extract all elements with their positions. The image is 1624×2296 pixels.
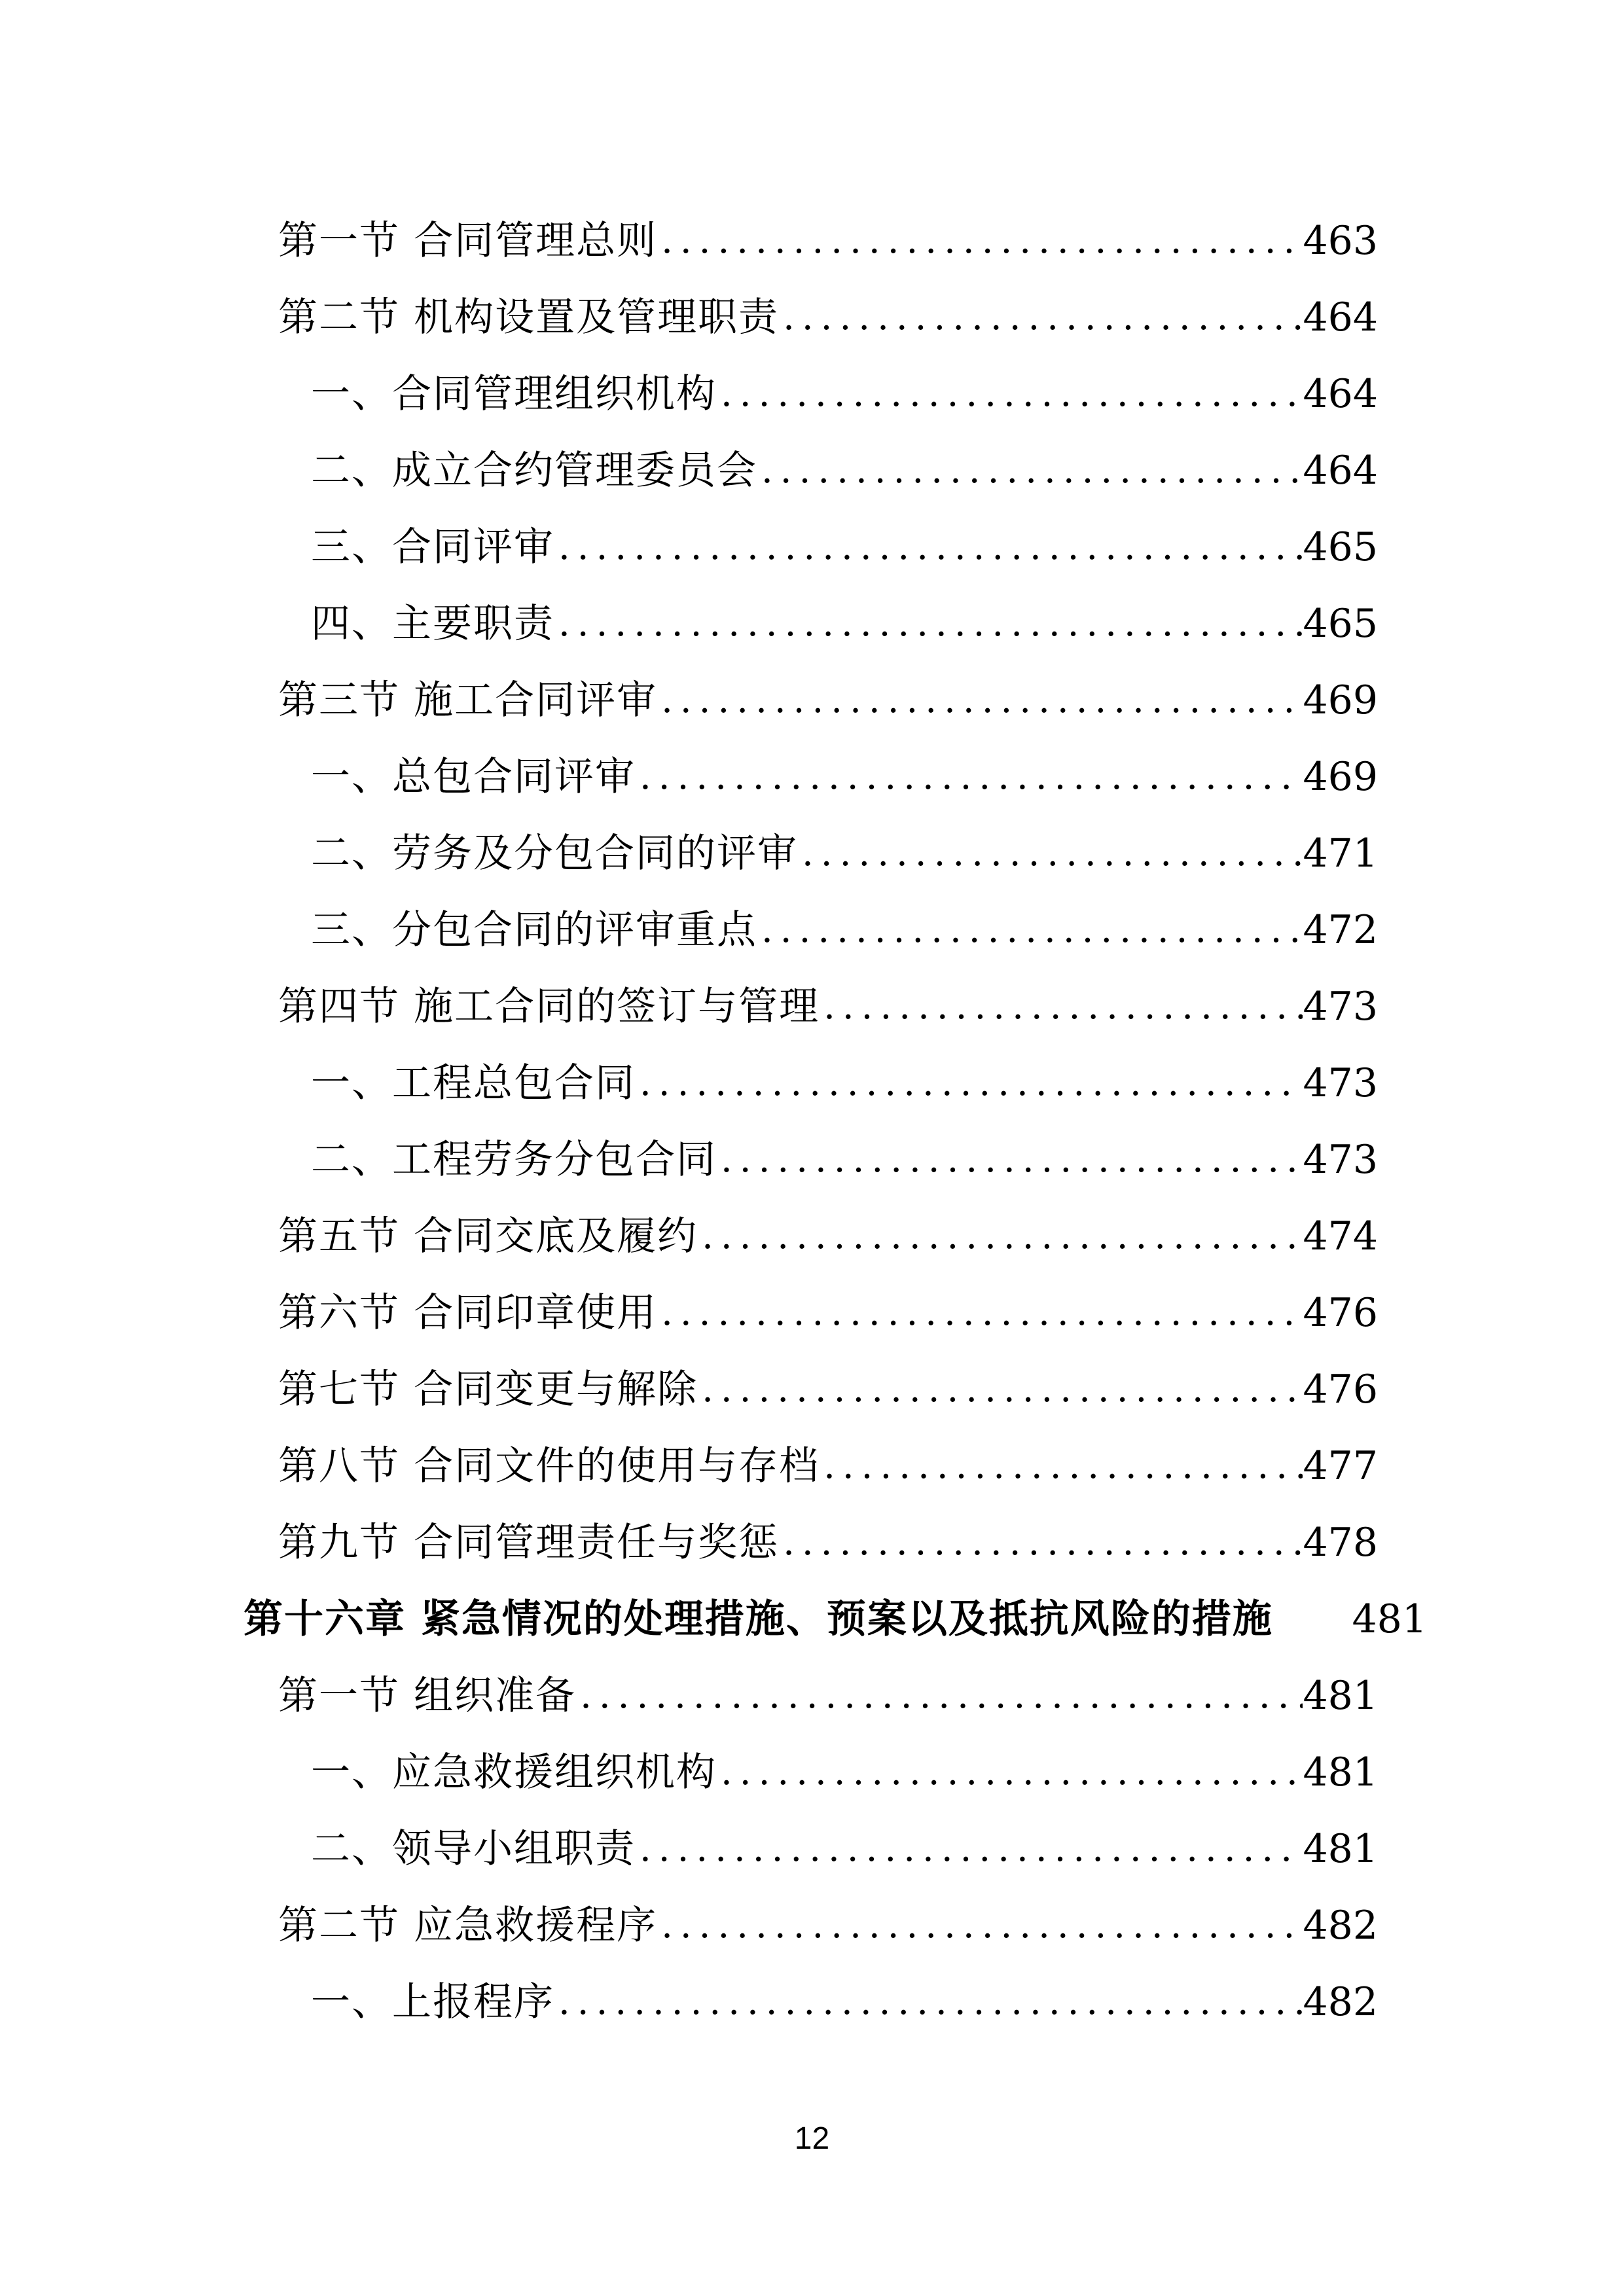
toc-entry-page: 482: [1303, 1979, 1378, 2025]
toc-entry[interactable]: [278, 1274, 1378, 1351]
toc-entry-page: 472: [1303, 906, 1378, 953]
toc-entry[interactable]: [278, 662, 1378, 738]
toc-dot-leader: [717, 1141, 1303, 1178]
toc-entry-page: 481: [1303, 1749, 1378, 1795]
toc-dot-leader: [757, 912, 1303, 948]
toc-dot-leader: [554, 529, 1303, 565]
toc-chapter-label: 第十六章 紧急情况的处理措施、预案以及抵抗风险的措施: [244, 1596, 1273, 1642]
toc-entry-page: 469: [1303, 677, 1378, 723]
toc-entry-label: 第七节 合同变更与解除: [278, 1366, 698, 1412]
toc-dot-leader: [798, 835, 1303, 872]
toc-entry-page: 465: [1303, 600, 1378, 647]
toc-entry[interactable]: [311, 1734, 1378, 1810]
toc-entry[interactable]: [278, 1504, 1378, 1581]
toc-entry-label: 一、应急救援组织机构: [311, 1749, 717, 1795]
toc-entry-page: 464: [1303, 294, 1378, 340]
toc-entry-label: 四、主要职责: [311, 600, 554, 647]
toc-entry[interactable]: [278, 1427, 1378, 1504]
toc-entry-page: 476: [1303, 1366, 1378, 1412]
toc-dot-leader: [554, 1984, 1303, 2020]
toc-entry-label: 第二节 应急救援程序: [278, 1902, 658, 1948]
toc-dot-leader: [657, 1295, 1303, 1331]
toc-entry[interactable]: [311, 815, 1378, 891]
toc-entry[interactable]: [311, 585, 1378, 662]
toc-dot-leader: [657, 682, 1303, 719]
toc-entry-label: 第六节 合同印章使用: [278, 1289, 658, 1336]
toc-entry-label: 二、成立合约管理委员会: [311, 447, 757, 493]
toc-entry-label: 第三节 施工合同评审: [278, 677, 658, 723]
toc-entry[interactable]: [311, 1810, 1378, 1887]
toc-entry[interactable]: [311, 891, 1378, 968]
toc-dot-leader: [657, 223, 1303, 259]
toc-entry-page: 481: [1303, 1825, 1378, 1872]
toc-entry-page: 478: [1303, 1519, 1378, 1566]
toc-dot-leader: [820, 988, 1303, 1025]
toc-chapter-page: 481: [1352, 1596, 1427, 1642]
toc-entry[interactable]: [311, 1121, 1378, 1198]
toc-entry[interactable]: [278, 1887, 1378, 1964]
page-number: 12: [794, 2121, 830, 2156]
toc-dot-leader: [576, 1677, 1303, 1714]
toc-dot-leader: [636, 1065, 1303, 1102]
toc-entry[interactable]: [278, 202, 1378, 279]
toc-entry[interactable]: [278, 1657, 1378, 1734]
toc-entry[interactable]: [311, 1964, 1378, 2040]
toc-entry-label: 第二节 机构设置及管理职责: [278, 294, 780, 340]
toc-dot-leader: [820, 1448, 1303, 1484]
toc-entry-label: 一、上报程序: [311, 1979, 554, 2025]
toc-entry-label: 三、分包合同的评审重点: [311, 906, 757, 953]
toc-entry-page: 464: [1303, 447, 1378, 493]
toc-entry-label: 第四节 施工合同的签订与管理: [278, 983, 820, 1030]
toc-entry-page: 471: [1303, 830, 1378, 876]
toc-entry-label: 一、总包合同评审: [311, 753, 636, 800]
toc-entry[interactable]: [278, 968, 1378, 1045]
toc-entry-page: 473: [1303, 1136, 1378, 1183]
toc-entry-label: 第五节 合同交底及履约: [278, 1213, 698, 1259]
toc-entry[interactable]: [278, 1198, 1378, 1274]
toc-dot-leader: [757, 452, 1303, 489]
toc-entry[interactable]: [278, 1351, 1378, 1427]
toc-entry-label: 二、劳务及分包合同的评审: [311, 830, 798, 876]
toc-dot-leader: [698, 1218, 1303, 1255]
toc-entry-page: 473: [1303, 983, 1378, 1030]
toc-entry-page: 476: [1303, 1289, 1378, 1336]
toc-entry-page: 465: [1303, 524, 1378, 570]
toc-entry-label: 二、工程劳务分包合同: [311, 1136, 717, 1183]
toc-entry[interactable]: [311, 355, 1378, 432]
toc-entry-page: 477: [1303, 1443, 1378, 1489]
toc-dot-leader: [698, 1371, 1303, 1408]
toc-dot-leader: [717, 376, 1303, 412]
toc-dot-leader: [636, 1831, 1303, 1867]
toc-dot-leader: [554, 605, 1303, 642]
toc-dot-leader: [636, 759, 1303, 795]
toc-entry-label: 一、合同管理组织机构: [311, 370, 717, 417]
toc-entry[interactable]: [311, 738, 1378, 815]
toc-entry-page: 482: [1303, 1902, 1378, 1948]
toc-entry-label: 第一节 合同管理总则: [278, 217, 658, 264]
toc-entry-page: 474: [1303, 1213, 1378, 1259]
toc-entry[interactable]: [278, 279, 1378, 355]
toc-entry-label: 三、合同评审: [311, 524, 554, 570]
toc-entry-page: 464: [1303, 370, 1378, 417]
toc-entry-page: 473: [1303, 1060, 1378, 1106]
toc-entry-page: 469: [1303, 753, 1378, 800]
toc-dot-leader: [717, 1754, 1303, 1791]
toc-entry-label: 二、领导小组职责: [311, 1825, 636, 1872]
toc-entry-page: 463: [1303, 217, 1378, 264]
toc-dot-leader: [779, 1524, 1303, 1561]
toc-dot-leader: [779, 299, 1303, 336]
toc-entry-page: 481: [1303, 1672, 1378, 1719]
toc-entry-label: 第一节 组织准备: [278, 1672, 577, 1719]
toc-entry[interactable]: [311, 1045, 1378, 1121]
toc-entry[interactable]: [311, 432, 1378, 509]
toc-dot-leader: [657, 1907, 1303, 1944]
toc-chapter-entry[interactable]: [244, 1581, 1427, 1657]
toc-entry-label: 第九节 合同管理责任与奖惩: [278, 1519, 780, 1566]
toc-entry[interactable]: [311, 509, 1378, 585]
toc-entry-label: 第八节 合同文件的使用与存档: [278, 1443, 820, 1489]
toc-entry-label: 一、工程总包合同: [311, 1060, 636, 1106]
